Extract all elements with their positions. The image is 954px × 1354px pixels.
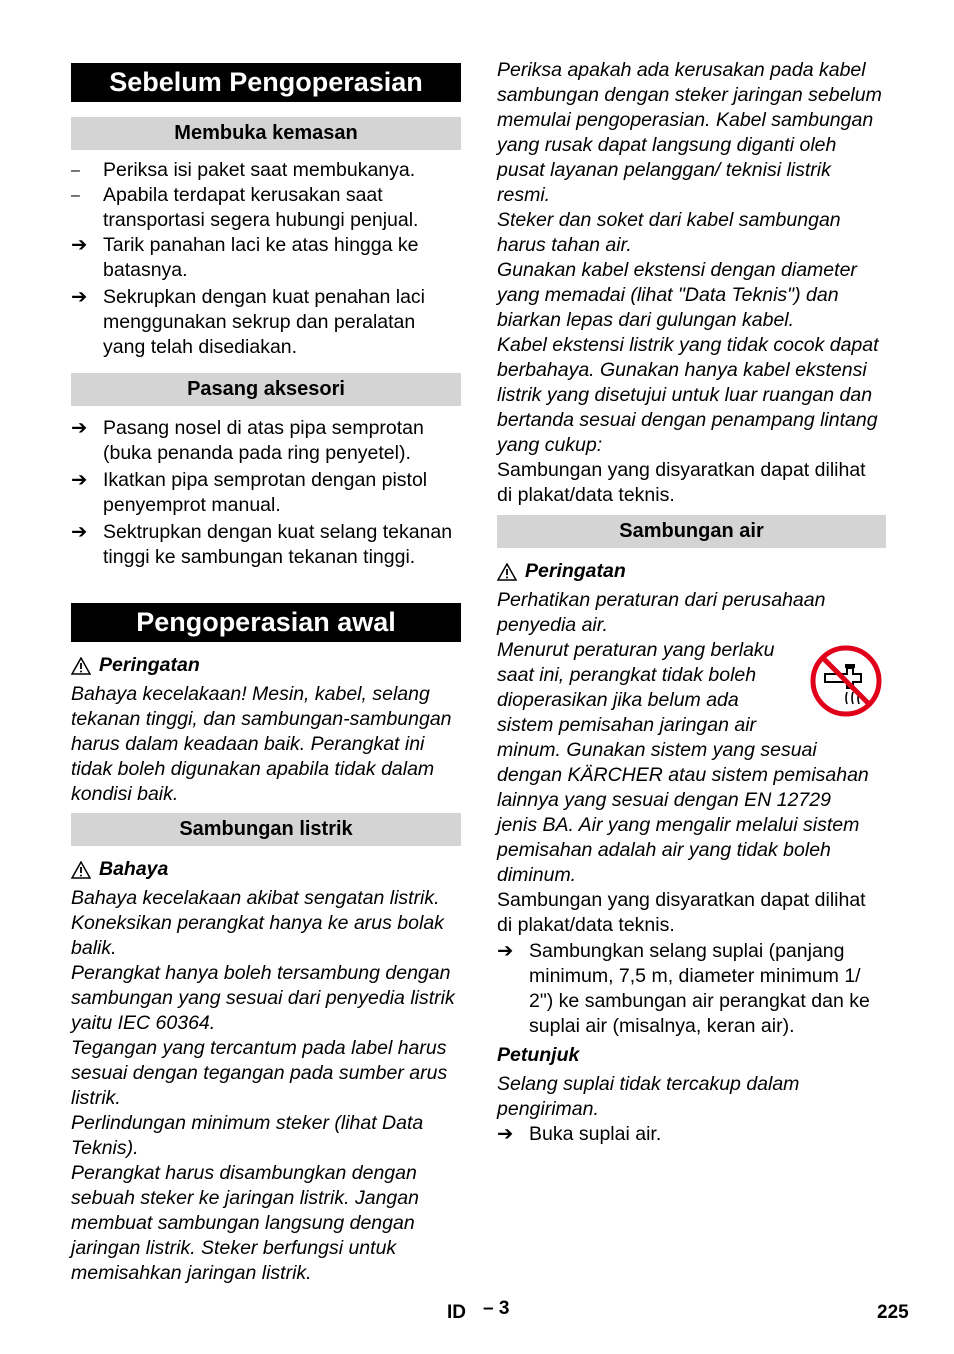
arrow-right-icon: ➔ <box>71 234 88 256</box>
subheading-electrical-connection: Sambungan listrik <box>71 813 461 846</box>
list-item <box>71 520 461 570</box>
list-item-text: Sektrupkan dengan kuat selang tekanan tinggi ke sambungan tekanan tinggi. <box>103 521 453 568</box>
list-item <box>71 233 461 283</box>
note-text: Selang suplai tidak tercakup dalam pengiriman. <box>497 1073 800 1120</box>
text-line: saat ini, perangkat tidak boleh <box>497 664 757 686</box>
subheading-accessories: Pasang aksesori <box>71 373 461 406</box>
list-item-text: Ikatkan pipa semprotan dengan pistol penyemprot manual. <box>103 469 428 516</box>
warning-triangle-icon <box>71 657 91 675</box>
text-line: diminum. <box>497 864 577 886</box>
list-item-text: Periksa isi paket saat membukanya. <box>103 159 416 181</box>
cable-notes <box>497 58 886 458</box>
list-item-text: Pasang nosel di atas pipa semprotan (buka penanda pada ring penyetel). <box>103 417 424 464</box>
warning-triangle-icon <box>497 563 517 581</box>
list-item-text: Apabila terdapat kerusakan saat transportasi segera hubungi penjual. <box>103 184 419 231</box>
danger-paragraph: Bahaya kecelakaan akibat sengatan listrik. Koneksikan perangkat hanya ke arus bolak balik. <box>71 887 444 959</box>
warning-text: Perhatikan peraturan dari perusahaan penyedia air. <box>497 589 826 636</box>
text-line: Menurut peraturan yang berlaku <box>497 639 775 661</box>
warning-triangle-icon <box>71 861 91 879</box>
plain-paragraph: Sambungan yang disyaratkan dapat dilihat di plakat/data teknis. <box>497 459 866 506</box>
arrow-right-icon: ➔ <box>497 1123 514 1145</box>
danger-paragraph: Perangkat harus disambungkan dengan sebuah steker ke jaringan listrik. Jangan membuat sambungan langsung dengan jaringan listrik. Steker berfungsi untuk memisahkan jaringan listrik. <box>71 1162 419 1284</box>
danger-paragraph: Perlindungan minimum steker (lihat Data Teknis). <box>71 1112 424 1159</box>
footer-language: ID <box>447 1302 466 1323</box>
danger-block <box>71 857 461 1286</box>
warning-block <box>71 653 461 807</box>
text-line: sistem pemisahan jaringan air <box>497 714 757 736</box>
footer-section: – 3 <box>483 1298 510 1319</box>
list-item-text: Tarik panahan laci ke atas hingga ke batasnya. <box>103 234 419 281</box>
danger-label: Bahaya <box>99 858 169 880</box>
warning-label: Peringatan <box>99 654 200 676</box>
list-item <box>71 416 461 466</box>
unpacking-list <box>71 158 461 360</box>
danger-text <box>71 886 461 1286</box>
italic-paragraph: Steker dan soket dari kabel sambungan harus tahan air. <box>497 209 841 256</box>
warning-heading <box>497 559 886 584</box>
list-item-text: Sambungkan selang suplai (panjang minimum, 7,5 m, diameter minimum 1/ 2") ke sambungan air perangkat dan ke suplai air (misalnya, keran air). <box>529 940 870 1037</box>
dash-bullet: – <box>71 162 80 179</box>
arrow-right-icon: ➔ <box>71 469 88 491</box>
arrow-right-icon: ➔ <box>71 521 88 543</box>
subheading-water-connection: Sambungan air <box>497 515 886 548</box>
danger-paragraph: Perangkat hanya boleh tersambung dengan sambungan yang sesuai dari penyedia listrik yaitu IEC 60364. <box>71 962 455 1034</box>
italic-paragraph: Periksa apakah ada kerusakan pada kabel sambungan dengan steker jaringan sebelum memulai pengoperasian. Kabel sambungan yang rusak dapat langsung diganti oleh pusat layanan pelanggan/ teknisi listrik resmi. <box>497 59 882 206</box>
no-drinking-water-icon <box>809 644 883 718</box>
plain-paragraph: Sambungan yang disyaratkan dapat dilihat di plakat/data teknis. <box>497 889 866 936</box>
warning-label: Peringatan <box>525 560 626 582</box>
page-number: 225 <box>877 1302 909 1323</box>
arrow-right-icon: ➔ <box>71 286 88 308</box>
italic-paragraph: Kabel ekstensi listrik yang tidak cocok dapat berbahaya. Gunakan hanya kabel ekstensi listrik yang disetujui untuk luar ruangan dan bertanda sesuai dengan penampang lintang yang cukup: <box>497 334 879 456</box>
warning-heading <box>71 653 461 678</box>
accessories-list <box>71 416 461 570</box>
section-heading-before-operation: Sebelum Pengoperasian <box>71 63 461 102</box>
text-line: dengan KÄRCHER atau sistem pemisahan <box>497 764 869 786</box>
text-line: jenis BA. Air yang mengalir melalui sistem <box>497 814 860 836</box>
note-label: Petunjuk <box>497 1044 580 1066</box>
list-item <box>71 285 461 360</box>
list-item <box>71 158 461 183</box>
danger-paragraph: Tegangan yang tercantum pada label harus sesuai dengan tegangan pada sumber arus listrik. <box>71 1037 448 1109</box>
list-item <box>71 468 461 518</box>
list-item <box>497 939 886 1039</box>
italic-paragraph: Gunakan kabel ekstensi dengan diameter yang memadai (lihat "Data Teknis") dan biarkan lepas dari gulungan kabel. <box>497 259 857 331</box>
text-line: minum. Gunakan sistem yang sesuai <box>497 739 817 761</box>
text-line: pemisahan adalah air yang tidak boleh <box>497 839 831 861</box>
subheading-unpacking: Membuka kemasan <box>71 117 461 150</box>
list-item-text: Sekrupkan dengan kuat penahan laci menggunakan sekrup dan peralatan yang telah disediakan. <box>103 286 425 358</box>
list-item <box>71 183 461 233</box>
text-line: lainnya yang sesuai dengan EN 12729 <box>497 789 831 811</box>
arrow-right-icon: ➔ <box>497 940 514 962</box>
warning-text: Bahaya kecelakaan! Mesin, kabel, selang tekanan tinggi, dan sambungan-sambungan harus dalam keadaan baik. Perangkat ini tidak boleh digunakan apabila tidak dalam kondisi baik. <box>71 683 452 805</box>
list-item <box>497 1122 886 1147</box>
arrow-right-icon: ➔ <box>71 417 88 439</box>
list-item-text: Buka suplai air. <box>529 1123 662 1145</box>
dash-bullet: – <box>71 187 80 204</box>
text-line: dioperasikan jika belum ada <box>497 689 739 711</box>
danger-heading <box>71 857 461 882</box>
section-heading-initial-operation: Pengoperasian awal <box>71 603 461 642</box>
